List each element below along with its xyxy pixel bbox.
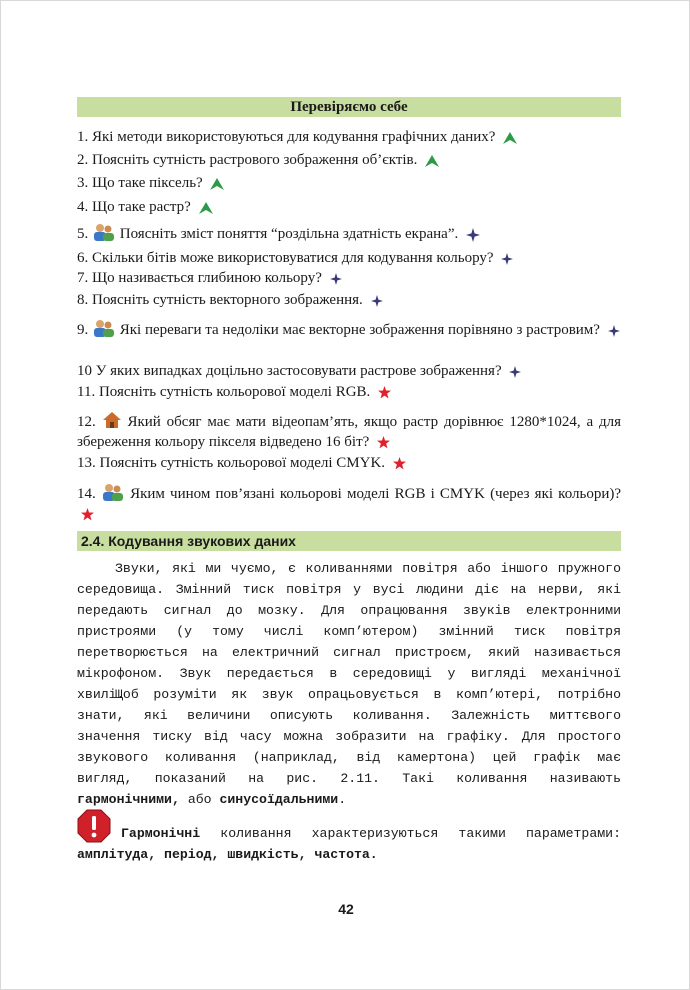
question-5 — [77, 223, 625, 244]
four-point-star-icon — [501, 253, 513, 265]
term-sinusoidal: синусоїдальними — [219, 792, 339, 807]
paragraph-2: Щоб розуміти як звук опрацьовується в комп’ютері, потрібно знати, які величини описують коливання. Залежність миттєвого значення тиску від часу можна зобразити на графіку. Для простого звукового коливання (наприклад, від камертона) цей графік має вигляд, показаний на рис. 2.11. Такі коливання називають гармонічними, або синусоїдальними. — [77, 687, 621, 807]
green-triangle-icon — [503, 132, 517, 144]
term-harmonic: гармонічними, — [77, 792, 180, 807]
question-text: 13. Поясніть сутність кольорової моделі CMYK. — [77, 455, 386, 471]
paragraph-1 — [77, 558, 621, 705]
question-7 — [77, 268, 625, 288]
question-1 — [77, 127, 625, 147]
note-term: Гармонічні — [121, 826, 201, 841]
group-work-icon — [92, 223, 116, 241]
question-number: 5. — [77, 226, 89, 242]
green-triangle-icon — [210, 178, 224, 190]
check-yourself-header: Перевіряємо себе — [77, 97, 621, 117]
note-text: коливання характеризуються такими параметрами: — [220, 826, 621, 841]
question-text: 7. Що називається глибиною кольору? — [77, 270, 322, 286]
section-heading: 2.4. Кодування звукових даних — [77, 531, 621, 551]
question-2 — [77, 150, 625, 170]
question-number: 14. — [77, 486, 96, 502]
red-star-icon — [81, 508, 94, 521]
paragraph-text: Звуки, які ми чуємо, є коливаннями повітря або іншого пружного середовища. Змінний тиск повітря у вусі людини діє на нерви, які передають сигнал до мозку. Для опрацювання звуків електронними пристроями (у тому числі комп’ютером) змінний тиск повітря перетворюється на електричний сигнал пристроєм, який називається мікрофоном. Звук передається в середовищі у вигляді механічної хвилі. — [77, 561, 621, 702]
question-text: 4. Що таке растр? — [77, 199, 191, 215]
question-text: 6. Скільки бітів може використовуватися для кодування кольору? — [77, 250, 494, 266]
question-text: Які переваги та недоліки має векторне зображення порівняно з растровим? — [119, 322, 600, 338]
red-star-icon — [377, 436, 390, 449]
group-work-icon — [92, 319, 116, 337]
four-point-star-icon — [466, 228, 480, 242]
paragraph-text: або — [187, 792, 212, 807]
group-work-icon — [101, 483, 125, 501]
green-triangle-icon — [199, 202, 213, 214]
question-13 — [77, 453, 625, 473]
red-star-icon — [378, 386, 391, 399]
question-text: Яким чином пов’язані кольорові моделі RGB і CMYK (через які кольори)? — [130, 486, 622, 502]
question-11 — [77, 382, 625, 402]
red-star-icon — [393, 457, 406, 470]
page-number: 42 — [338, 901, 354, 917]
green-triangle-icon — [425, 155, 439, 167]
question-text: 10 У яких випадках доцільно застосовувати растрове зображення? — [77, 363, 502, 379]
question-3 — [77, 173, 625, 193]
four-point-star-icon — [371, 295, 383, 307]
question-8 — [77, 290, 625, 310]
four-point-star-icon — [608, 325, 620, 337]
four-point-star-icon — [330, 273, 342, 285]
question-text: 2. Поясніть сутність растрового зображення об’єктів. — [77, 152, 418, 168]
question-6 — [77, 248, 625, 268]
question-text: 1. Які методи використовуються для кодування графічних даних? — [77, 129, 496, 145]
question-text: Який обсяг має мати відеопам’ять, якщо растр дорівнює 1280*1024, а для збереження кольору пікселя відведено 16 біт? — [77, 414, 621, 450]
question-text: 3. Що таке піксель? — [77, 175, 203, 191]
note-parameters: амплітуда, період, швидкість, частота. — [77, 847, 378, 862]
question-10 — [77, 361, 625, 381]
question-text: Поясніть зміст поняття “роздільна здатність екрана”. — [119, 226, 459, 242]
question-9 — [77, 319, 621, 340]
paragraph-text: Щоб розуміти як звук опрацьовується в комп’ютері, потрібно знати, які величини описують коливання. Залежність миттєвого значення тиску від часу можна зобразити на графіку. Для простого звукового коливання (наприклад, від камертона) цей графік має вигляд, показаний на рис. 2.11. Такі коливання називають — [77, 687, 621, 786]
question-4 — [77, 197, 625, 217]
note-box — [77, 823, 621, 865]
question-text: 8. Поясніть сутність векторного зображення. — [77, 292, 363, 308]
question-number: 12. — [77, 414, 96, 430]
question-text: 11. Поясніть сутність кольорової моделі RGB. — [77, 384, 371, 400]
question-14 — [77, 483, 621, 524]
four-point-star-icon — [509, 366, 521, 378]
house-icon — [102, 411, 122, 429]
question-number: 9. — [77, 322, 89, 338]
question-12 — [77, 411, 621, 452]
